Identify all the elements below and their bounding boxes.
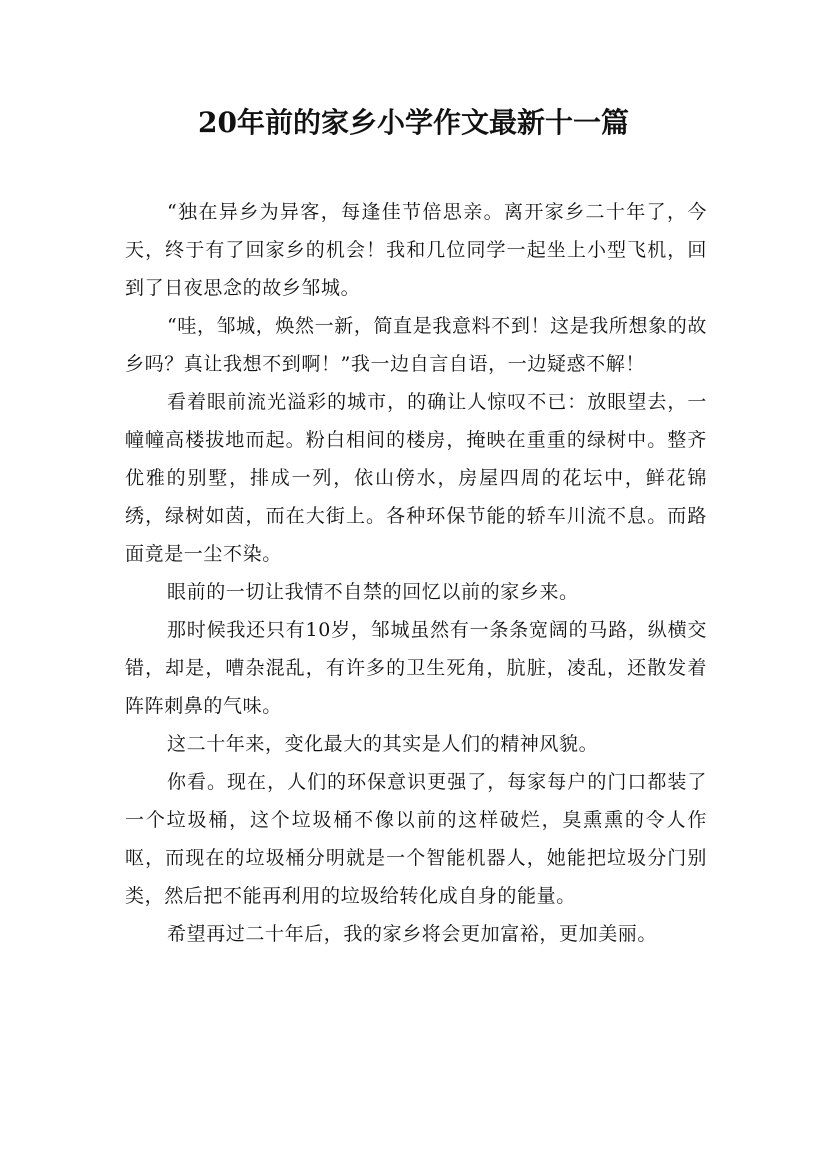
paragraph: “独在异乡为异客，每逢佳节倍思亲。离开家乡二十年了，今天，终于有了回家乡的机会！我和几位同学一起坐上小型飞机，回到了日夜思念的故乡邹城。 bbox=[125, 201, 707, 299]
paragraph: 你看。现在，人们的环保意识更强了，每家每户的门口都装了一个垃圾桶，这个垃圾桶不像以前的这样破烂，臭熏熏的令人作呕，而现在的垃圾桶分明就是一个智能机器人，她能把垃圾分门别类，然后把不能再利用的垃圾给转化成自身的能量。 bbox=[125, 771, 707, 907]
paragraph: 这二十年来，变化最大的其实是人们的精神风貌。 bbox=[167, 733, 599, 755]
paragraph: 那时候我还只有10岁，邹城虽然有一条条宽阔的马路，纵横交错，却是，嘈杂混乱，有许多的卫生死角，肮脏，凌乱，还散发着阵阵刺鼻的气味。 bbox=[125, 619, 707, 717]
paragraph: 看着眼前流光溢彩的城市，的确让人惊叹不已：放眼望去，一幢幢高楼拔地而起。粉白相间的楼房，掩映在重重的绿树中。整齐优雅的别墅，排成一列，依山傍水，房屋四周的花坛中，鲜花锦绣，绿树如茵，而在大街上。各种环保节能的轿车川流不息。而路面竟是一尘不染。 bbox=[125, 391, 707, 565]
paragraph: 希望再过二十年后，我的家乡将会更加富裕，更加美丽。 bbox=[167, 923, 658, 945]
paragraph: “哇，邹城，焕然一新，简直是我意料不到！这是我所想象的故乡吗？真让我想不到啊！”我一边自言自语，一边疑惑不解！ bbox=[125, 315, 707, 375]
document-title: 20年前的家乡小学作文最新十一篇 bbox=[198, 106, 629, 139]
document-body bbox=[125, 193, 707, 953]
paragraph: 眼前的一切让我情不自禁的回忆以前的家乡来。 bbox=[167, 581, 579, 603]
